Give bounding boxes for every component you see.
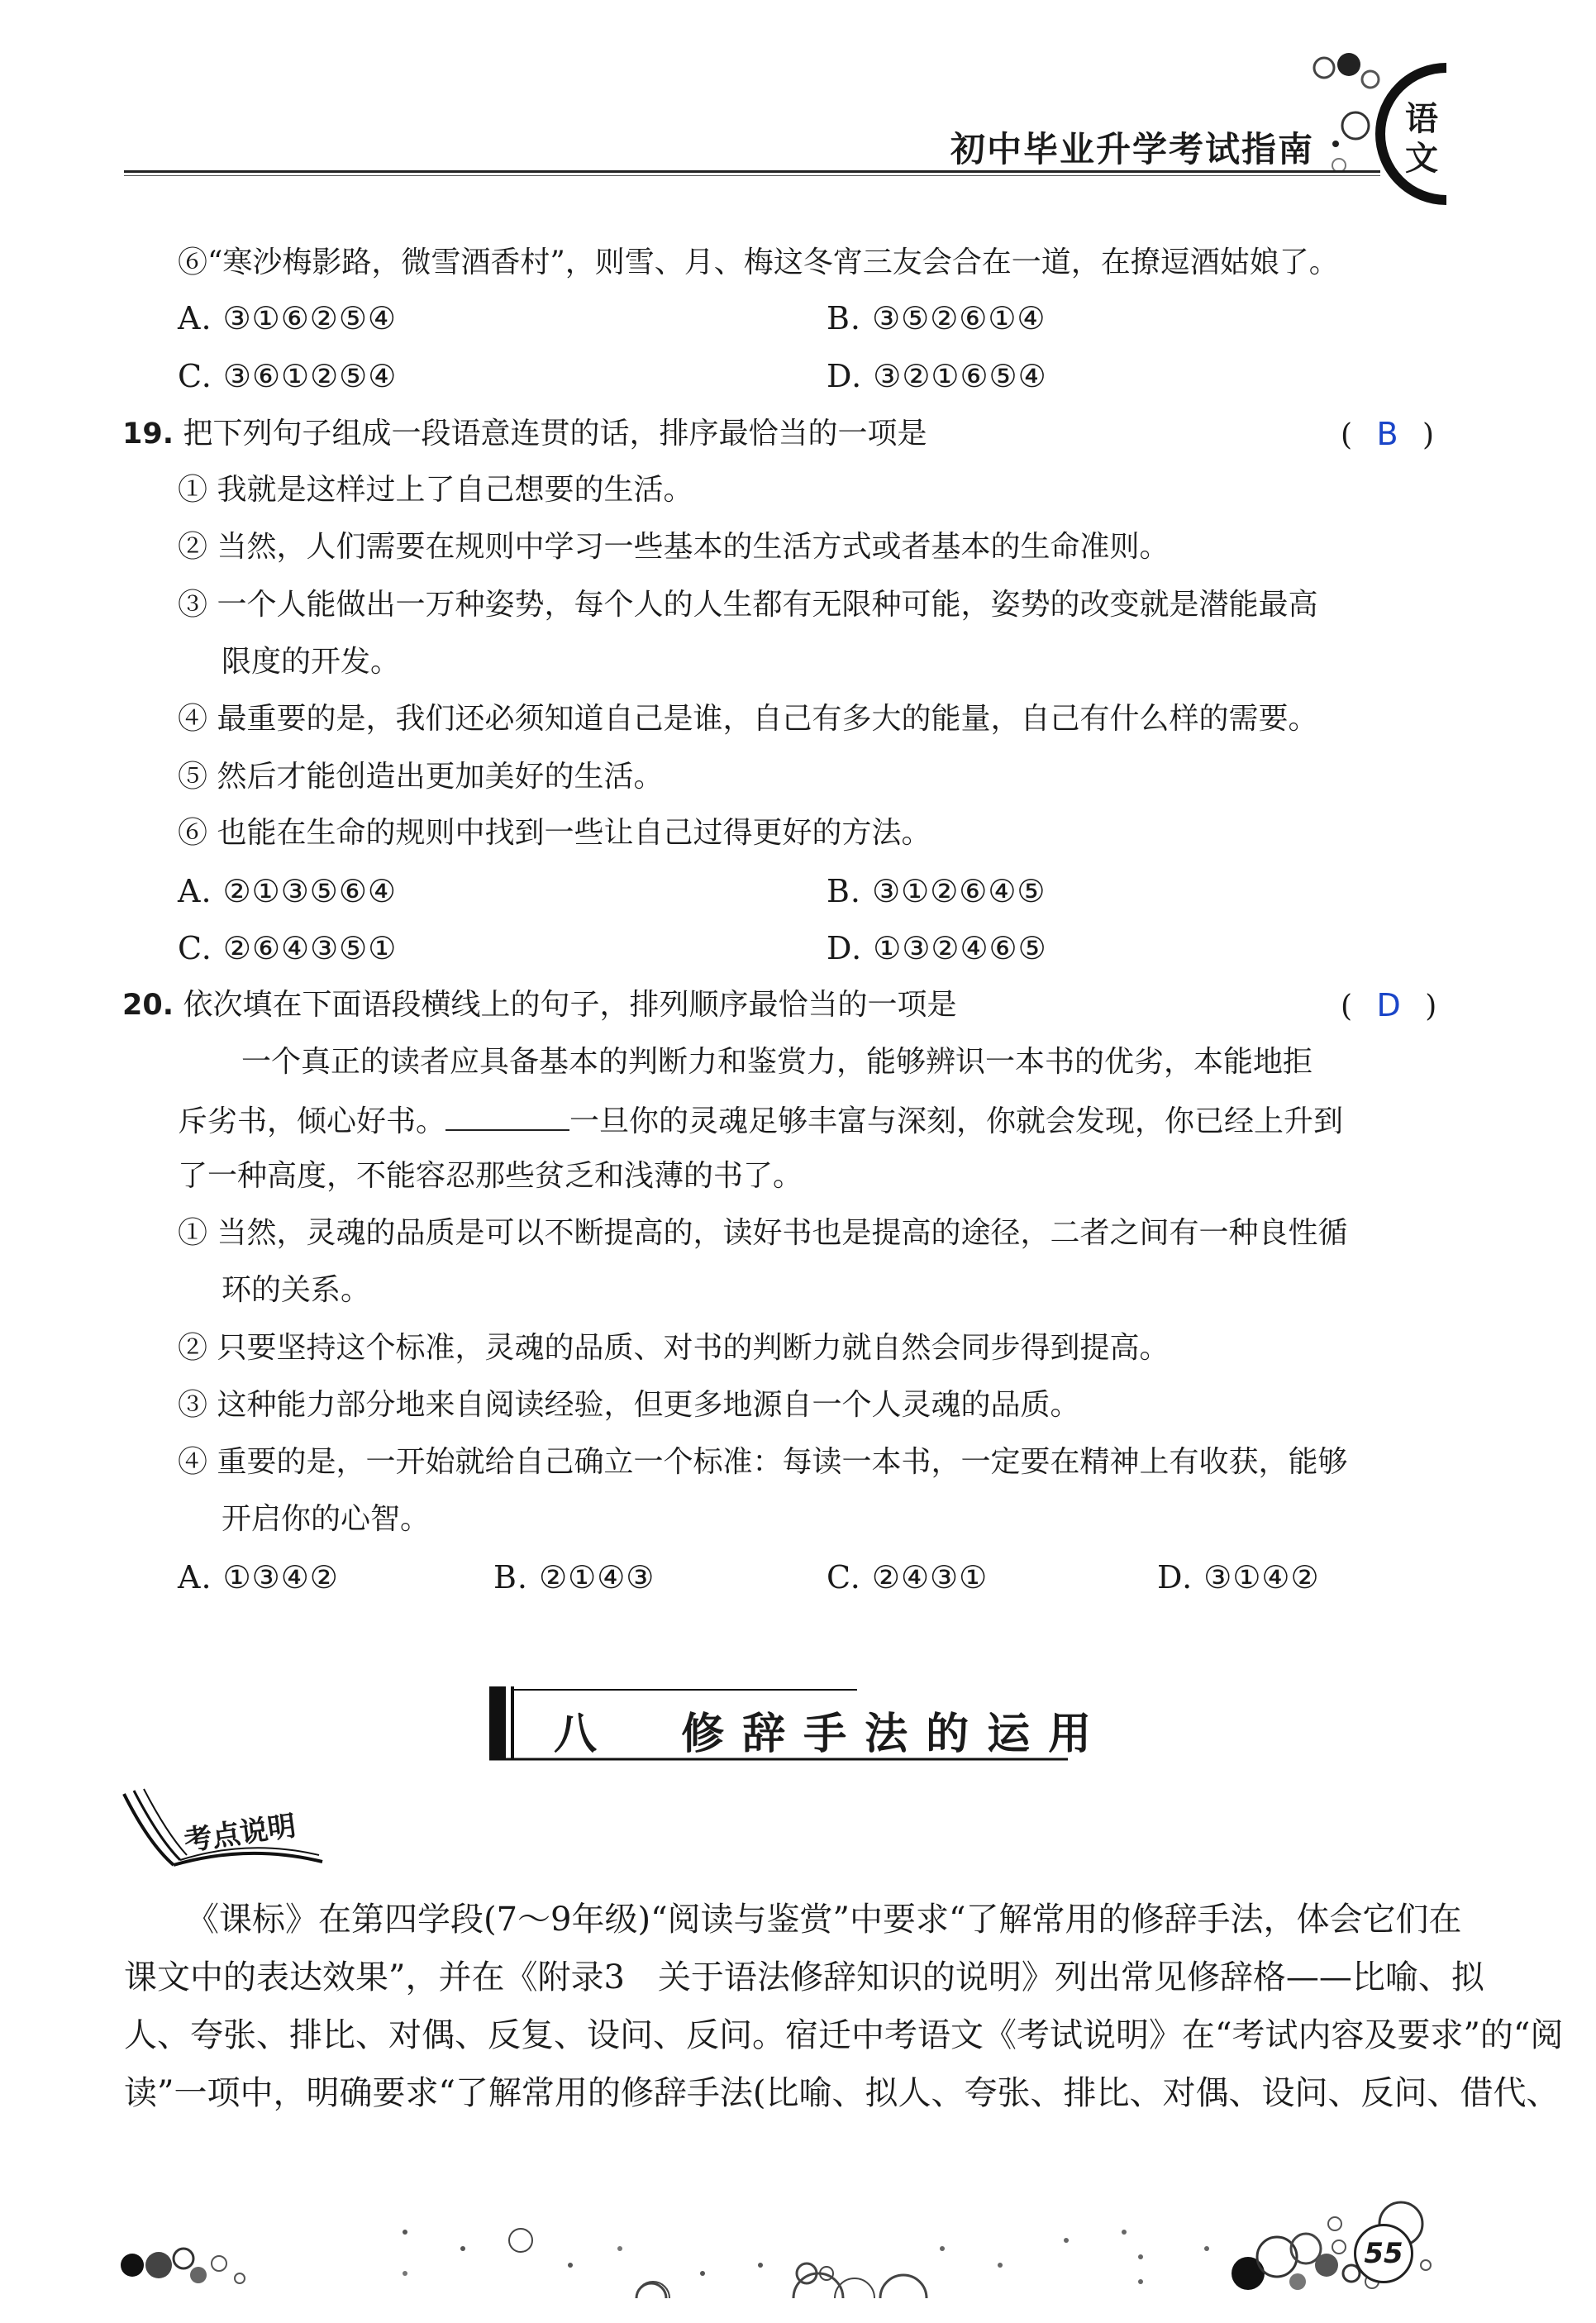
header-decoration: [1306, 50, 1463, 207]
q20-option-b: B. ②①④③: [493, 1559, 655, 1596]
q19-item-6: ⑥ 也能在生命的规则中找到一些让自己过得更好的方法。: [178, 816, 931, 850]
q20-item-3: ③ 这种能力部分地来自阅读经验，但更多地源自一个人灵魂的品质。: [178, 1388, 1080, 1422]
subject-label-bottom: 文: [1405, 140, 1438, 178]
q20-answer: D: [1376, 987, 1401, 1023]
exam-points-line-4: 读”一项中，明确要求“了解常用的修辞手法(比喻、拟人、夸张、排比、对偶、设问、反问、借代、: [124, 2074, 1560, 2112]
q20-blank: [445, 1103, 569, 1131]
q20-option-d: D. ③①④②: [1157, 1559, 1320, 1596]
subject-label-top: 语: [1405, 100, 1438, 138]
q20-passage-line-1: 一个真正的读者应具备基本的判断力和鉴赏力，能够辨识一本书的优劣，本能地拒: [241, 1045, 1313, 1079]
q20-passage-line-3: 了一种高度，不能容忍那些贫乏和浅薄的书了。: [178, 1159, 803, 1193]
q19-option-d: D. ①③②④⑥⑤: [827, 930, 1047, 966]
section-heading: [554, 1699, 1109, 1761]
q20-passage-text-b: 一旦你的灵魂足够丰富与深刻，你就会发现，你已经上升到: [569, 1104, 1344, 1138]
q20-option-c: C. ②④③①: [827, 1559, 989, 1596]
q19-paren-open: (: [1341, 418, 1353, 452]
page-number: 55: [1354, 2224, 1413, 2283]
q20-item-4-cont: 开启你的心智。: [222, 1502, 431, 1536]
q19-item-3: ③ 一个人能做出一万种姿势，每个人的人生都有无限种可能，姿势的改变就是潜能最高: [178, 588, 1318, 622]
q19-stem: [122, 417, 927, 451]
q20-number: 20.: [122, 989, 174, 1022]
q19-option-a: A. ②①③⑤⑥④: [178, 873, 397, 909]
q18-option-d: D. ③②①⑥⑤④: [827, 358, 1047, 394]
q20-stem: [122, 989, 956, 1022]
header-circles-icon: [1306, 50, 1463, 207]
exam-points-title: 考点说明: [182, 1809, 298, 1858]
q19-answer-slot: [1341, 417, 1434, 452]
q20-item-1: ① 当然，灵魂的品质是可以不断提高的，读好书也是提高的途径，二者之间有一种良性循: [178, 1216, 1348, 1250]
q18-option-b: B. ③⑤②⑥①④: [827, 300, 1046, 336]
exam-points-line-3: 人、夸张、排比、对偶、反复、设问、反问。宿迁中考语文《考试说明》在“考试内容及要求”的“阅: [124, 2016, 1564, 2054]
q20-item-2: ② 只要坚持这个标准，灵魂的品质、对书的判断力就自然会同步得到提高。: [178, 1331, 1170, 1365]
q19-option-c: C. ②⑥④③⑤①: [178, 930, 398, 966]
q18-option-a: A. ③①⑥②⑤④: [178, 300, 397, 336]
header-title: 初中毕业升学考试指南: [950, 129, 1315, 169]
q20-option-a: A. ①③④②: [178, 1559, 339, 1596]
q19-item-4: ④ 最重要的是，我们还必须知道自己是谁，自己有多大的能量，自己有什么样的需要。: [178, 702, 1318, 736]
q19-option-b: B. ③①②⑥④⑤: [827, 873, 1046, 909]
q20-passage-text-a: 斥劣书，倾心好书。: [178, 1104, 446, 1138]
exam-points-line-1: 《课标》在第四学段(7～9年级)“阅读与鉴赏”中要求“了解常用的修辞手法，体会它们在: [186, 1901, 1462, 1939]
q20-stem-text: 依次填在下面语段横线上的句子，排列顺序最恰当的一项是: [183, 988, 957, 1022]
header-dot: [1332, 141, 1339, 147]
section-number: 八: [554, 1709, 616, 1759]
q19-item-2: ② 当然，人们需要在规则中学习一些基本的生活方式或者基本的生命准则。: [178, 530, 1170, 564]
footer-bubbles-icon: [107, 2166, 1463, 2298]
q20-answer-slot: [1341, 989, 1436, 1023]
q19-number: 19.: [122, 417, 174, 451]
q18-option-c: C. ③⑥①②⑤④: [178, 358, 398, 394]
q19-stem-text: 把下列句子组成一段语意连贯的话，排序最恰当的一项是: [183, 417, 927, 451]
q19-item-1: ① 我就是这样过上了自己想要的生活。: [178, 473, 693, 507]
section-title: 修辞手法的运用: [681, 1709, 1110, 1759]
q19-item-3-cont: 限度的开发。: [222, 645, 401, 679]
q20-paren-open: (: [1341, 990, 1353, 1023]
q20-passage-line-2: [178, 1103, 1343, 1138]
q19-item-5: ⑤ 然后才能创造出更加美好的生活。: [178, 760, 664, 794]
header-rule-thin: [124, 175, 1380, 176]
header-rule: [124, 170, 1380, 173]
q19-answer: B: [1376, 416, 1398, 452]
q20-paren-close: ): [1425, 990, 1437, 1023]
exam-points-line-2: 课文中的表达效果”，并在《附录3 关于语法修辞知识的说明》列出常见修辞格——比喻、拟: [124, 1958, 1484, 1996]
q19-paren-close: ): [1422, 418, 1435, 452]
q18-item-6: ⑥“寒沙梅影路，微雪酒香村”，则雪、月、梅这冬宵三友会合在一道，在撩逗酒姑娘了。: [178, 246, 1339, 279]
footer-decoration: [107, 2166, 1463, 2298]
q20-item-1-cont: 环的关系。: [222, 1273, 371, 1307]
q20-item-4: ④ 重要的是，一开始就给自己确立一个标准：每读一本书，一定要在精神上有收获，能够: [178, 1445, 1348, 1479]
